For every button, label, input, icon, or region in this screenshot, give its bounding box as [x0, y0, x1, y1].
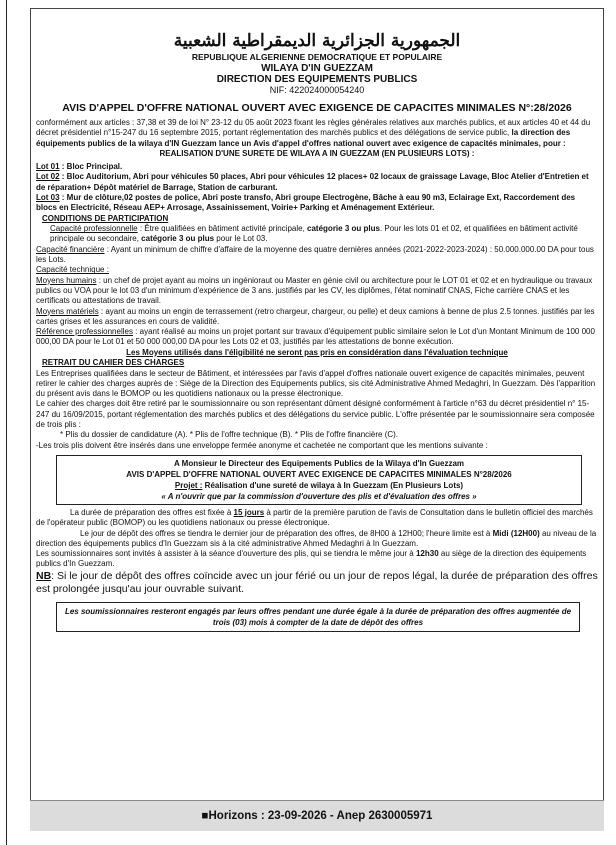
delai-paragraph-1: [36, 508, 598, 529]
envelope-avis: AVIS D'APPEL D'OFFRE NATIONAL OUVERT AVEC EXIGENCE DE CAPACITES MINIMALES N°28/2026: [126, 469, 512, 479]
direction-title: DIRECTION DES EQUIPEMENTS PUBLICS: [216, 74, 418, 85]
mat-label: Moyens matériels: [36, 306, 99, 316]
ouverture-text: au siège de la direction des équipements publics d'In Guezzam.: [36, 549, 587, 569]
delai-paragraph-3: [36, 549, 598, 570]
depot-text: au niveau de la direction des équipements publics d'In Guezzam sis à la cité administrative Ahmed Medaghri à In Guezzam.: [36, 528, 597, 548]
ref-text: : ayant réalisé au moins un projet portant sur travaux d'équipement public similaire selon le Lot d'un Montant Minimum de 100 000 000,00 DA pour le Lot 01 et 50 000 000,00 DA pour les Lots 02 et 03, justifiés par les attestations de bonne exécution.: [36, 327, 595, 347]
fin-label: Capacité financière: [36, 244, 105, 254]
envelope-mention: « A n'ouvrir que par la commission d'ouverture des plis et d'évaluation des offres »: [161, 491, 477, 501]
retrait-title: RETRAIT DU CAHIER DES CHARGES: [42, 358, 185, 368]
capacite-professionnelle: [36, 224, 598, 245]
prof-category: catégorie 3 ou plus: [141, 234, 215, 244]
project-title: REALISATION D'UNE SURETE DE WILAYA A IN GUEZZAM (EN PLUSIEURS LOTS) :: [159, 148, 475, 158]
capacite-technique-label: Capacité technique :: [36, 265, 109, 275]
projet-text: Réalisation d'une sureté de wilaya à In Guezzam (En Plusieurs Lots): [202, 480, 464, 490]
depot-deadline: Midi (12H00): [492, 528, 540, 538]
lot-text: : Bloc Principal.: [59, 162, 123, 172]
fin-text: : Ayant un minimum de chiffre d'affaire de la moyenne des quatre dernières années (2021-2022-2023-2024) : 50.000.000.00 DA pour tous les Lots.: [36, 244, 594, 265]
moyens-materiels: [36, 307, 598, 328]
depot-text: Le jour de dépôt des offres se tiendra le dernier jour de préparation des offres, de 8H00 à 12H00; l'heure limite est à: [80, 528, 493, 538]
lot-02: [36, 172, 598, 193]
envelope-projet: [61, 480, 577, 491]
delai-paragraph-2: [36, 529, 598, 550]
nb-text: : Si le jour de dépôt des offres coïncide avec un jour férié ou un jour de repos légal, la durée de préparation des offres est prolongée jusqu'au jour ouvrable suivant.: [36, 569, 598, 595]
prof-text: : Être qualifiées en bâtiment activité principale,: [137, 224, 308, 234]
references-professionnelles: [36, 327, 598, 348]
lot-03: [36, 193, 598, 214]
moyens-humains: [36, 276, 598, 307]
lot-01: [36, 162, 598, 172]
mat-text: : ayant au moins un engin de terrassement (retro chargeur, chargeur, ou pelle) et deux camions à benne de plus 2.5 tonnes. justifiés par les cartes grises et les assurances en cours de validité.: [36, 306, 595, 326]
lot-label: Lot 02: [36, 172, 60, 182]
ouverture-text: Les soumissionnaires sont invités à assister à la séance d'ouverture des plis, qui se tiendra le même jour à: [36, 549, 416, 559]
engagement-box: Les soumissionnaires resteront engagés par leurs offres pendant une durée égale à la durée de préparation des offres augmentée de trois (03) mois à compter de la date de dépôt des offres: [56, 602, 580, 632]
prof-label: Capacité professionnelle: [50, 224, 138, 234]
ouverture-time: 12h30: [415, 549, 439, 559]
envelope-recipient: A Monsieur le Directeur des Equipements Publics de la Wilaya d'In Guezzam: [173, 458, 465, 468]
avis-title: AVIS D'APPEL D'OFFRE NATIONAL OUVERT AVEC EXIGENCE DE CAPACITES MINIMALES N°:28/2026: [62, 102, 572, 114]
prof-category: catégorie 3 ou plus: [307, 224, 380, 234]
lot-text: : Bloc Auditorium, Abri pour véhicules 50 places, Abri pour véhicules 12 places+ 02 locaux de graissage Lavage, Bloc Atelier d'Entretien et de réparation+ Dépôt matériel de Barrage, Station de carburant.: [36, 172, 589, 192]
plis-list: * Plis du dossier de candidature (A). * Plis de l'offre technique (B). * Plis de l'offre financière (C).: [60, 430, 399, 440]
notice-content: [36, 12, 598, 632]
prof-text: pour le Lot 03.: [214, 234, 268, 244]
retrait-paragraph-3: -Les trois plis doivent être insérés dans une enveloppe fermée anonyme et cachetée ne comportant que les mentions suivante :: [36, 440, 488, 450]
intro-bold: la direction des équipements publics de la wilaya d'IN Guezzam lance un Avis d'appel d'offres national ouvert avec exigence de capacités minimales, pour :: [36, 128, 571, 148]
nif-number: NIF: 422024000054240: [269, 85, 365, 95]
projet-label: Projet :: [174, 480, 203, 490]
left-page-border: [6, 0, 7, 845]
wilaya-title: WILAYA D'IN GUEZZAM: [261, 63, 373, 74]
prof-text: . Pour les lots 01 et 02, et qualifiées en bâtiment activité principale ou secondaire,: [50, 224, 578, 244]
hum-text: : un chef de projet ayant au moins un ingénioraut ou Master en génie civil ou architecture pour le LOT 01 et 02 et en hydraulique ou travaux publics ou VOA pour le lot 03 d'un minimum d'expérience de 3 ans. justifiés par les CV, les diplômes, l'état nominatif CNAS, Fiche carrière CNAS et les certificats ou attestations de travail.: [36, 275, 593, 306]
ref-label: Référence professionnelles: [36, 327, 133, 337]
delai-text: La durée de préparation des offres est fixée à: [70, 507, 234, 517]
conditions-title: CONDITIONS DE PARTICIPATION: [42, 213, 169, 223]
hum-label: Moyens humains: [36, 275, 97, 285]
delai-days: 15 jours: [233, 507, 265, 517]
intro-text: conformément aux articles : 37,38 et 39 de loi N° 23-12 du 05 août 2023 fixant les règles générales relatives aux marchés publics, et aux articles 40 et 44 du décret présidentiel n°15-247 du 16 septembre 2015, portant réglementation des marchés publics et des délégations de service public,: [36, 118, 591, 138]
republic-title: REPUBLIQUE ALGERIENNE DEMOCRATIQUE ET POPULAIRE: [191, 52, 443, 62]
lot-text: : Mur de clôture,02 postes de police, Abri poste transfo, Abri groupe Electrogène, Bâche à eau 90 m3, Eclairage Ext, Raccordement des blocs en Electricité, Réseau AEP+ Arrosage, Assainissement, Voirie+ Parking et Aménagement Extérieur.: [36, 193, 576, 213]
nb-paragraph: [36, 570, 598, 596]
nb-label: NB: [36, 569, 52, 582]
delai-text: à partir de la première parution de l'avis de Consultation dans le bulletin officiel des marchés de l'opérateur public (BOMOP) ou les quotidiens nationaux ou presse électronique.: [36, 507, 593, 528]
intro-paragraph: [36, 118, 598, 149]
arabic-title: الجمهورية الجزائرية الديمقراطية الشعبية: [173, 31, 461, 51]
lot-label: Lot 03: [36, 193, 60, 203]
envelope-box: [56, 455, 582, 505]
retrait-paragraph-1: Les Entreprises qualifiées dans le secteur de Bâtiment, et intéressées par l'avis d'appel d'offres nationale ouvert exigence de capacités minimales, peuvent retirer le cahier des charges auprès de : Siège de la Direction des Equipements publics, sis cité Administrative Ahmed Medaghri, In Guezzam. Dès l'apparition du présent avis dans le BOMOP ou les quotidiens nationaux ou la presse électronique.: [36, 368, 596, 399]
retrait-paragraph-2: Le cahier des charges doit être retiré par le soumissionnaire ou son représentant dûment désigné conformément à l'article n°63 du décret présidentiel n° 15-247 du 16/09/2015, portant réglementation des marchés publics et des délégations du service public. L'offre présentée par le soumissionnaire sera composée de trois plis :: [36, 399, 595, 430]
eligibility-note: Les Moyens utilisés dans l'éligibilité ne seront pas pris en considération dans l'évaluation technique: [126, 347, 508, 357]
footer-bar: [30, 800, 604, 831]
footer-text: ■Horizons : 23-09-2026 - Anep 2630005971: [201, 810, 433, 822]
capacite-financiere: [36, 245, 598, 266]
lot-label: Lot 01: [36, 162, 60, 172]
